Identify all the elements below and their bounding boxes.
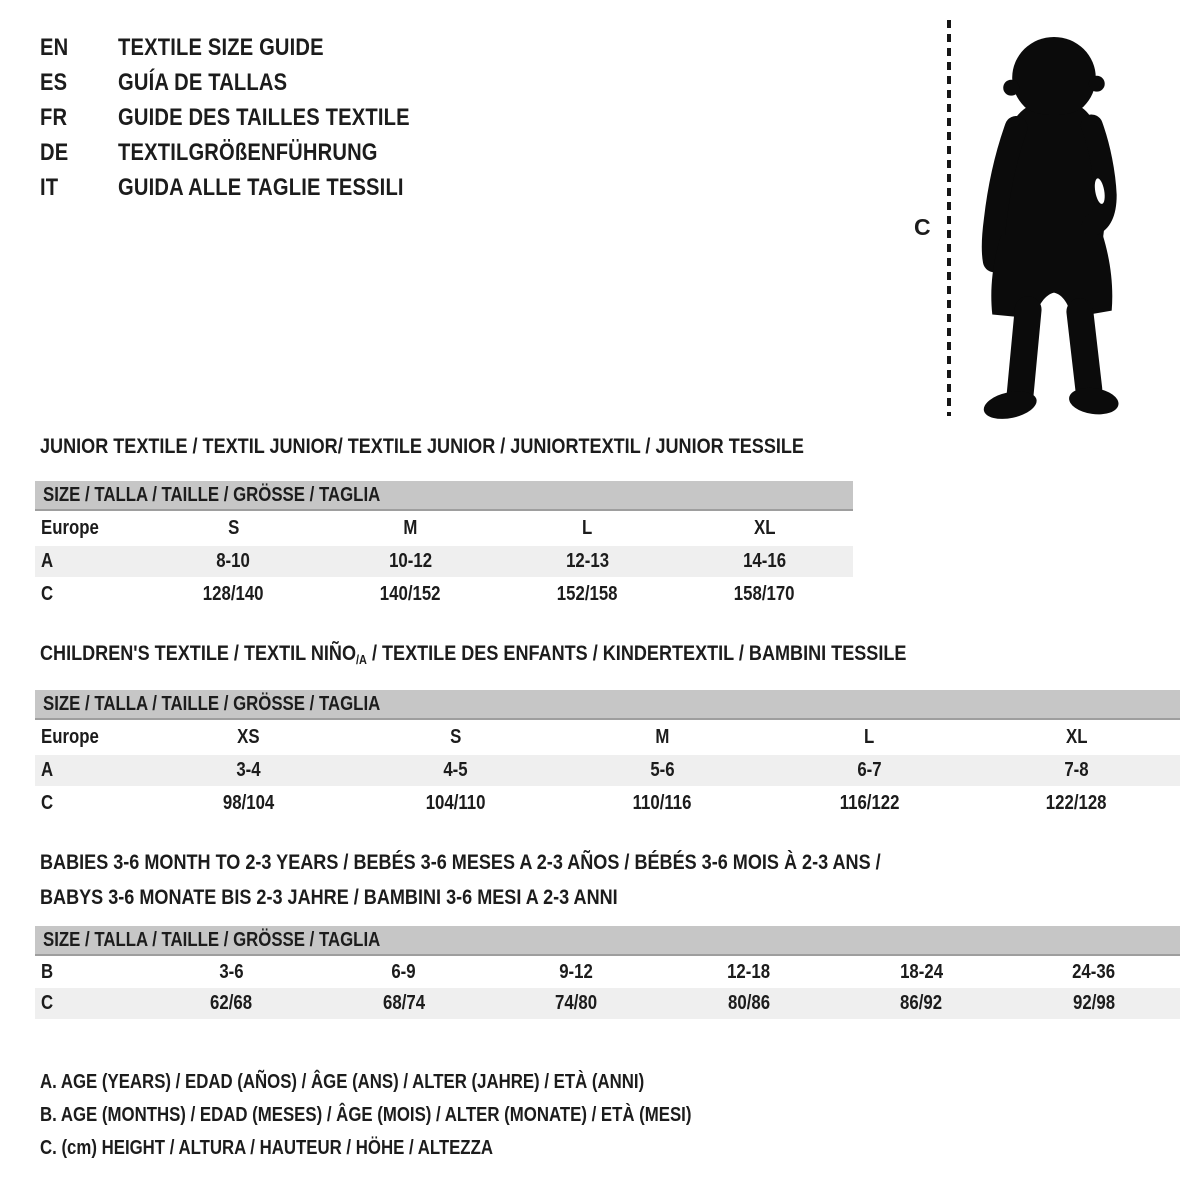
row-label: Europe xyxy=(41,517,99,539)
size-col-header: XS xyxy=(237,726,260,748)
table-row-europe xyxy=(35,720,1180,755)
language-row-es xyxy=(40,65,465,100)
table-row-height xyxy=(35,577,853,611)
junior-section-title: JUNIOR TEXTILE / TEXTIL JUNIOR/ TEXTILE JUNIOR / JUNIORTEXTIL / JUNIOR TESSILE xyxy=(40,434,804,458)
row-label: A xyxy=(41,759,54,781)
size-col-header: M xyxy=(403,517,418,539)
age-months-value: 18-24 xyxy=(899,960,943,983)
age-months-value: 6-9 xyxy=(391,960,416,983)
row-label: A xyxy=(41,550,54,572)
height-value: 86/92 xyxy=(900,992,943,1014)
age-value: 12-13 xyxy=(566,550,609,572)
height-measure-label: C xyxy=(914,214,931,240)
table-row-height xyxy=(35,786,1180,820)
age-months-value: 24-36 xyxy=(1072,960,1116,983)
size-col-header: S xyxy=(227,517,240,539)
age-value: 6-7 xyxy=(857,759,882,781)
size-col-header: XL xyxy=(1065,726,1088,748)
babies-size-table xyxy=(35,926,1180,1019)
height-dashed-line xyxy=(947,20,951,416)
babies-size-table-header: SIZE / TALLA / TAILLE / GRÖSSE / TAGLIA xyxy=(35,926,1180,956)
height-value: 92/98 xyxy=(1072,992,1115,1014)
table-row-height xyxy=(35,988,1180,1019)
row-label: Europe xyxy=(41,726,99,748)
height-value: 74/80 xyxy=(555,992,598,1014)
age-months-value: 9-12 xyxy=(559,960,594,983)
age-value: 8-10 xyxy=(216,550,251,572)
language-code-de: DE xyxy=(40,138,69,166)
language-row-fr xyxy=(40,100,465,135)
babies-title-line1: BABIES 3-6 MONTH TO 2-3 YEARS / BEBÉS 3-6 MESES A 2-3 AÑOS / BÉBÉS 3-6 MOIS À 2-3 ANS / xyxy=(40,850,881,874)
legend-line-c: C. (cm) HEIGHT / ALTURA / HAUTEUR / HÖHE / ALTEZZA xyxy=(40,1137,493,1159)
row-label: C xyxy=(41,992,54,1014)
height-value: 98/104 xyxy=(222,791,275,814)
height-value: 140/152 xyxy=(380,582,441,605)
height-value: 104/110 xyxy=(425,791,486,814)
age-value: 10-12 xyxy=(389,550,432,572)
junior-size-table xyxy=(35,481,853,611)
table-row-europe xyxy=(35,511,853,546)
language-code-es: ES xyxy=(40,68,68,96)
children-title-sub: /A xyxy=(356,652,367,667)
language-row-it xyxy=(40,170,465,205)
height-value: 68/74 xyxy=(382,992,425,1014)
age-value: 5-6 xyxy=(650,759,675,781)
junior-size-table-header: SIZE / TALLA / TAILLE / GRÖSSE / TAGLIA xyxy=(35,481,853,511)
age-months-value: 3-6 xyxy=(219,960,244,983)
language-title-es: GUÍA DE TALLAS xyxy=(118,68,288,96)
language-code-it: IT xyxy=(40,173,59,201)
age-value: 14-16 xyxy=(743,550,786,572)
size-col-header: L xyxy=(864,726,875,748)
row-label: C xyxy=(41,582,54,605)
language-title-it: GUIDA ALLE TAGLIE TESSILI xyxy=(118,173,404,201)
age-value: 7-8 xyxy=(1064,759,1089,781)
toddler-silhouette-icon xyxy=(965,26,1137,424)
language-title-list xyxy=(40,30,465,205)
language-title-fr: GUIDE DES TAILLES TEXTILE xyxy=(118,103,410,131)
height-value: 116/122 xyxy=(839,791,900,814)
size-col-header: M xyxy=(655,726,670,748)
legend-line-b: B. AGE (MONTHS) / EDAD (MESES) / ÂGE (MOIS) / ALTER (MONATE) / ETÀ (MESI) xyxy=(40,1104,692,1126)
row-label: B xyxy=(41,960,54,983)
children-section-title: CHILDREN'S TEXTILE / TEXTIL NIÑO/A / TEXTILE DES ENFANTS / KINDERTEXTIL / BAMBINI TESSILE xyxy=(40,641,907,667)
language-row-de xyxy=(40,135,465,170)
babies-section-title xyxy=(40,845,1041,915)
table-row-age xyxy=(35,755,1180,786)
language-code-en: EN xyxy=(40,33,69,61)
height-value: 152/158 xyxy=(557,582,618,605)
height-value: 80/86 xyxy=(727,992,770,1014)
age-months-value: 12-18 xyxy=(727,960,771,983)
height-value: 62/68 xyxy=(210,992,253,1014)
row-label: C xyxy=(41,791,54,814)
height-value: 122/128 xyxy=(1046,791,1107,814)
age-value: 3-4 xyxy=(236,759,261,781)
language-row-en xyxy=(40,30,465,65)
height-value: 128/140 xyxy=(203,582,264,605)
size-col-header: S xyxy=(449,726,462,748)
language-title-en: TEXTILE SIZE GUIDE xyxy=(118,33,324,61)
legend-line-a: A. AGE (YEARS) / EDAD (AÑOS) / ÂGE (ANS) / ALTER (JAHRE) / ETÀ (ANNI) xyxy=(40,1071,645,1093)
age-value: 4-5 xyxy=(443,759,468,781)
size-col-header: L xyxy=(582,517,593,539)
children-size-table-header: SIZE / TALLA / TAILLE / GRÖSSE / TAGLIA xyxy=(35,690,1180,720)
height-value: 158/170 xyxy=(734,582,795,605)
table-row-age xyxy=(35,546,853,577)
size-col-header: XL xyxy=(753,517,776,539)
measurement-legend xyxy=(40,1066,816,1165)
babies-title-line2: BABYS 3-6 MONATE BIS 2-3 JAHRE / BAMBINI 3-6 MESI A 2-3 ANNI xyxy=(40,885,618,909)
table-row-age-months xyxy=(35,956,1180,988)
language-code-fr: FR xyxy=(40,103,68,131)
height-value: 110/116 xyxy=(633,791,692,814)
children-size-table xyxy=(35,690,1180,820)
language-title-de: TEXTILGRÖßENFÜHRUNG xyxy=(118,138,378,166)
